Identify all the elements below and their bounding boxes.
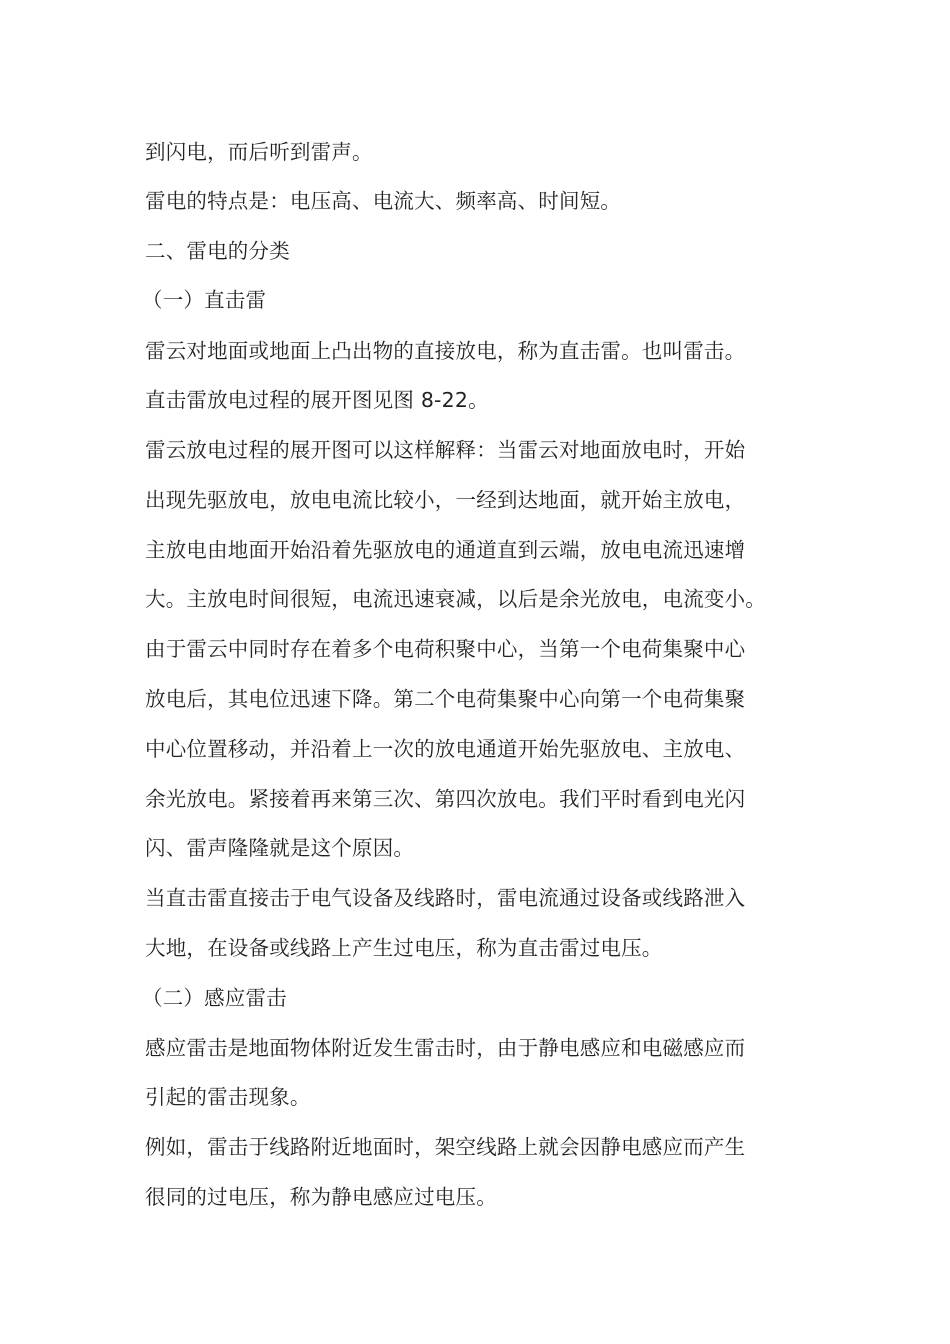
text-line: 由于雷云中同时存在着多个电荷积聚中心，当第一个电荷集聚中心 — [145, 637, 746, 661]
text-line: 雷云放电过程的展开图可以这样解释：当雷云对地面放电时，开始 — [145, 438, 746, 462]
text-line: 主放电由地面开始沿着先驱放电的通道直到云端，放电电流迅速增 — [145, 538, 746, 562]
text-line: 雷云对地面或地面上凸出物的直接放电，称为直击雷。也叫雷击。 — [145, 339, 746, 363]
text-line: 大。主放电时间很短，电流迅速衰减，以后是余光放电，电流变小。 — [145, 587, 766, 611]
text-line: 大地，在设备或线路上产生过电压，称为直击雷过电压。 — [145, 936, 663, 960]
text-line: 感应雷击是地面物体附近发生雷击时，由于静电感应和电磁感应而 — [145, 1036, 746, 1060]
subsection-heading: （二）感应雷击 — [142, 986, 287, 1010]
text-line: 到闪电，而后听到雷声。 — [145, 140, 373, 164]
text-line: 闪、雷声隆隆就是这个原因。 — [145, 836, 415, 860]
subsection-heading: （一）直击雷 — [142, 288, 267, 312]
text-line: 放电后，其电位迅速下降。第二个电荷集聚中心向第一个电荷集聚 — [145, 687, 746, 711]
text-line: 雷电的特点是：电压高、电流大、频率高、时间短。 — [145, 189, 622, 213]
text-line: 直击雷放电过程的展开图见图 8-22。 — [145, 388, 489, 412]
text-line: 引起的雷击现象。 — [145, 1085, 311, 1109]
text-line: 很同的过电压，称为静电感应过电压。 — [145, 1185, 497, 1209]
text-line: 中心位置移动，并沿着上一次的放电通道开始先驱放电、主放电、 — [145, 737, 746, 761]
text-line: 例如，雷击于线路附近地面时，架空线路上就会因静电感应而产生 — [145, 1135, 746, 1159]
text-line: 当直击雷直接击于电气设备及线路时，雷电流通过设备或线路泄入 — [145, 886, 746, 910]
text-line: 余光放电。紧接着再来第三次、第四次放电。我们平时看到电光闪 — [145, 787, 746, 811]
section-heading: 二、雷电的分类 — [145, 239, 290, 263]
text-line: 出现先驱放电，放电电流比较小，一经到达地面，就开始主放电， — [145, 488, 746, 512]
